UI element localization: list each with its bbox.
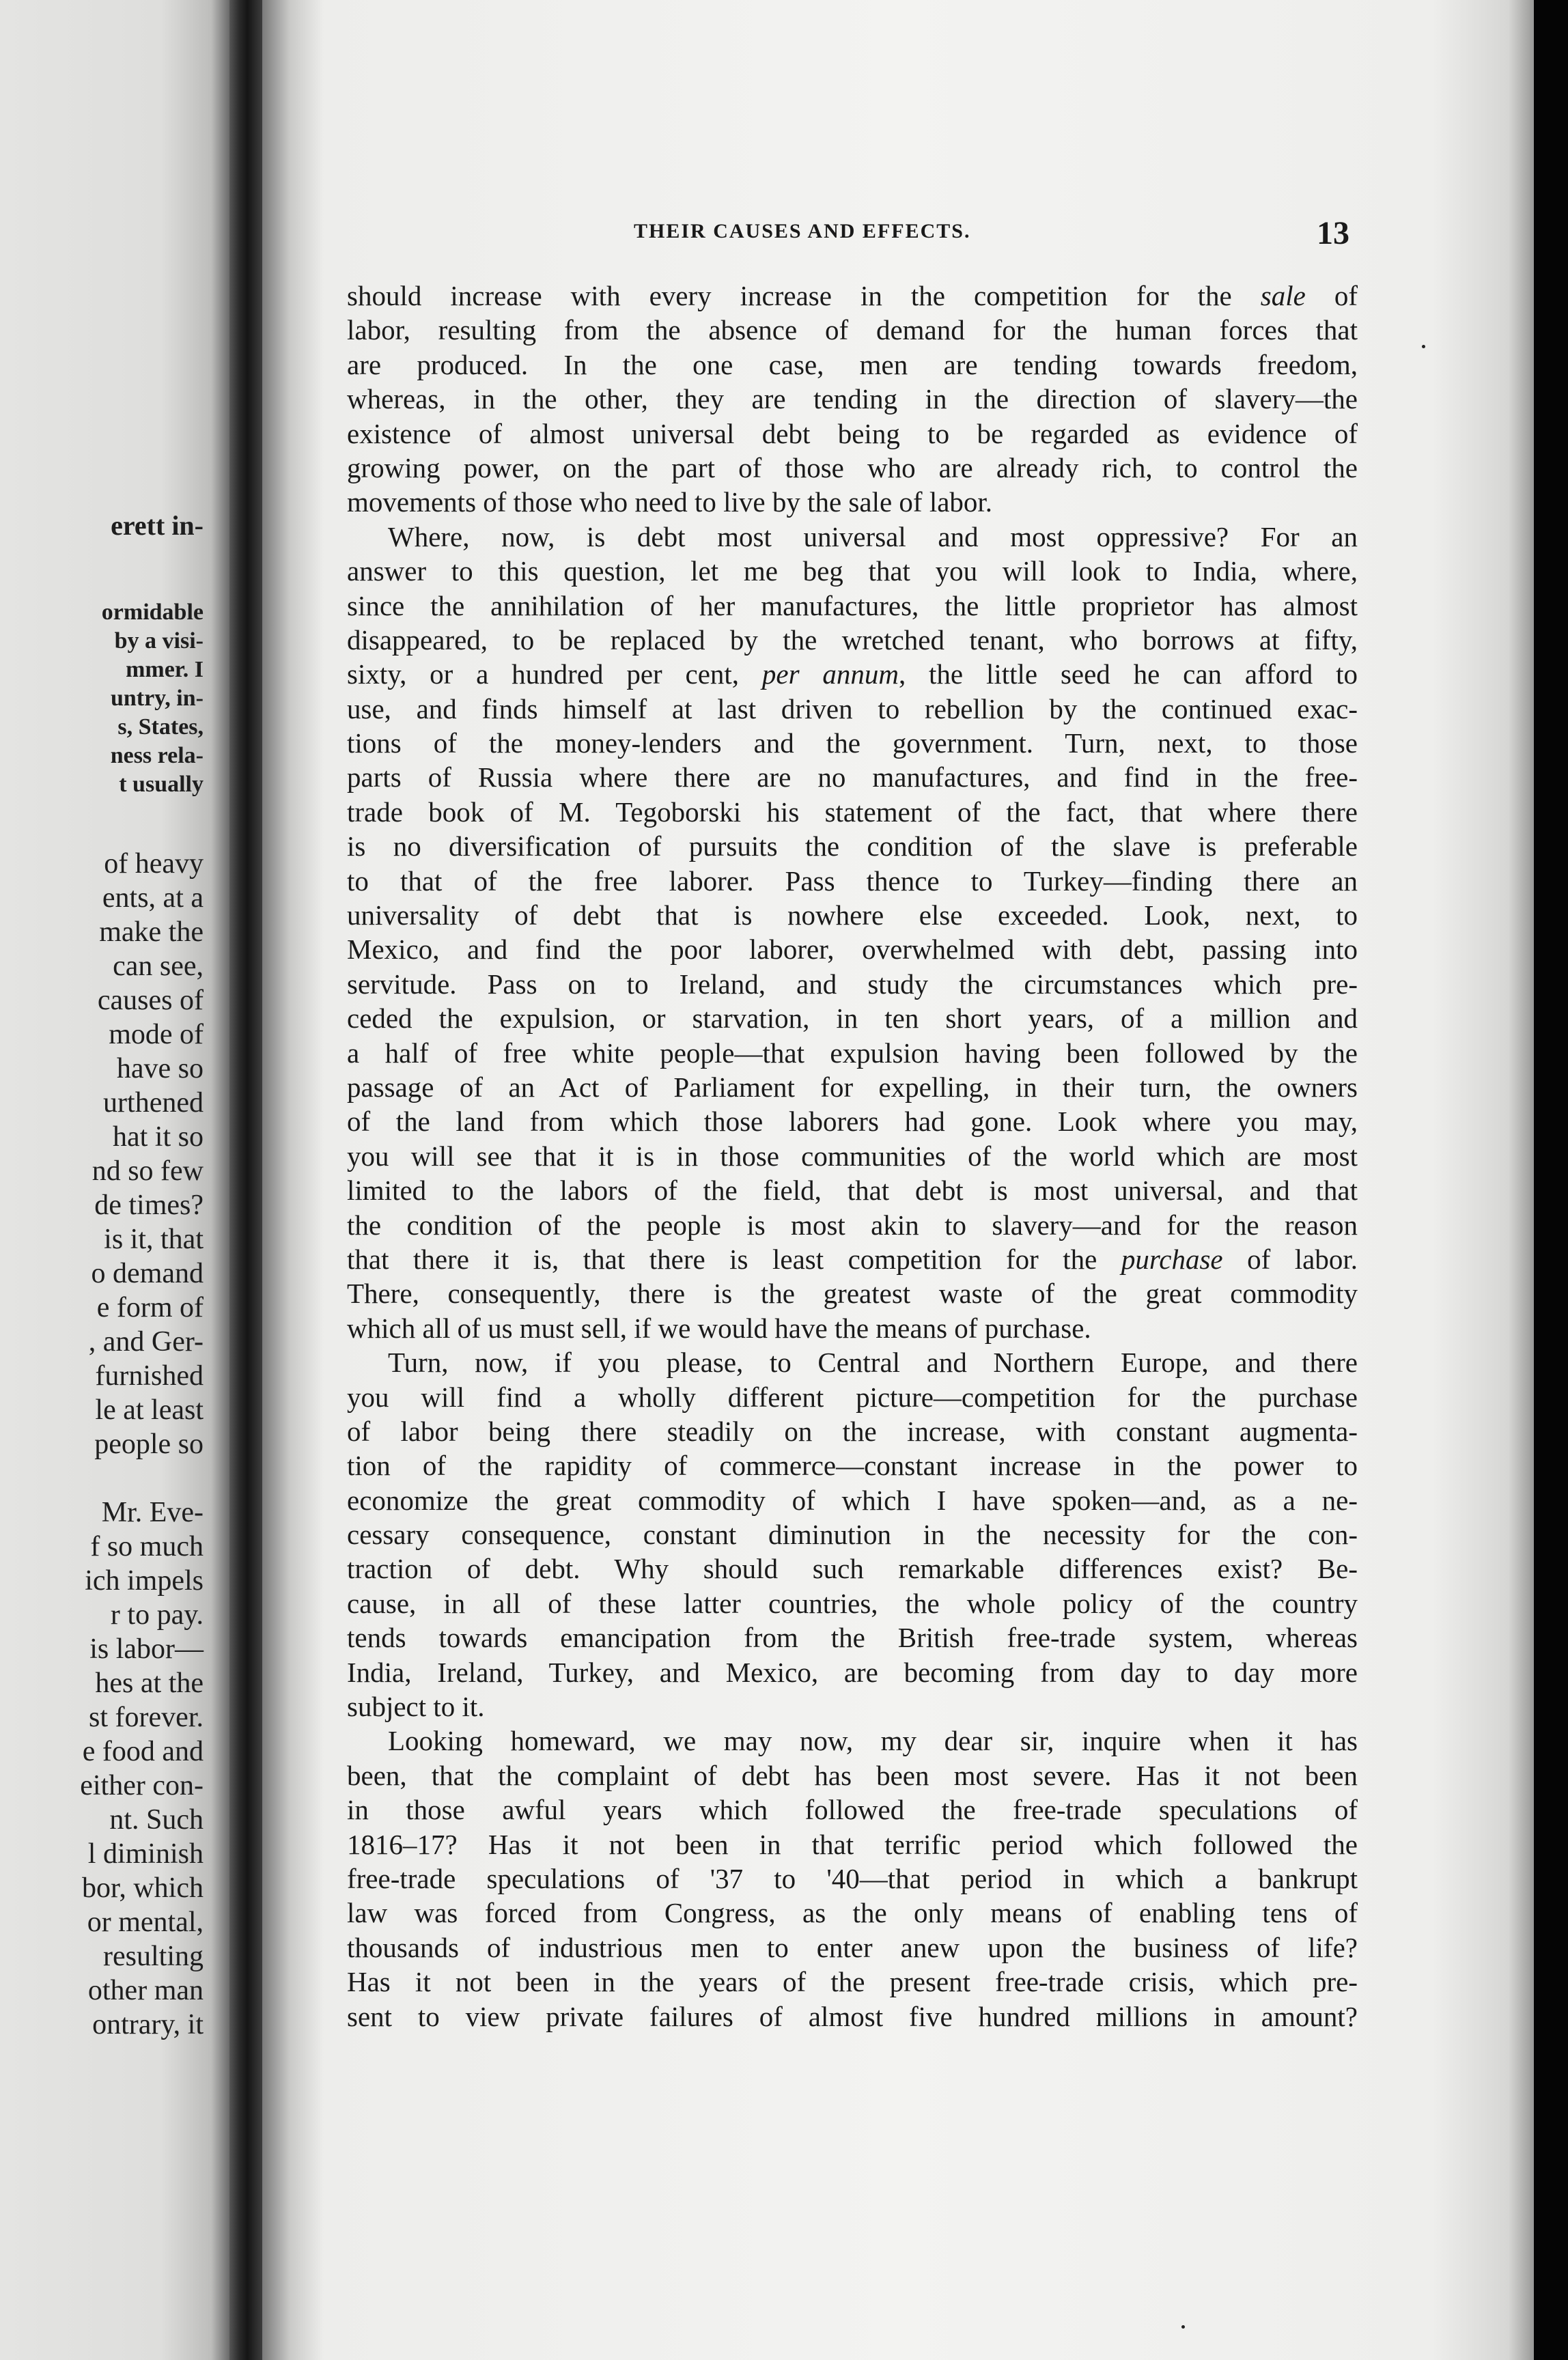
facing-page-line: hat it so [113, 1121, 204, 1153]
text-line: you will find a wholly different picture—competition for the purchase [347, 1381, 1358, 1413]
italic-term: per annum [761, 658, 899, 690]
text-line: answer to this question, let me beg that you will look to India, where, [347, 555, 1358, 587]
text-line: parts of Russia where there are no manufactures, and find in the free- [347, 761, 1358, 793]
facing-page-line: either con- [80, 1770, 204, 1801]
facing-page-line: s, States, [117, 714, 204, 740]
book-gutter [229, 0, 262, 2360]
facing-page-line: ich impels [85, 1565, 204, 1597]
facing-page-line: Mr. Eve- [101, 1497, 204, 1528]
text-line: 1816–17? Has it not been in that terrific period which followed the [347, 1828, 1358, 1860]
text-line: tends towards emancipation from the British free-trade system, whereas [347, 1622, 1358, 1654]
facing-page-line: other man [87, 1975, 204, 2006]
body-text [347, 279, 1358, 2034]
facing-page-line: make the [99, 916, 204, 948]
header-title: THEIR CAUSES AND EFFECTS. [634, 220, 971, 242]
italic-term: purchase [1121, 1243, 1223, 1275]
text-line: which all of us must sell, if we would have the means of purchase. [347, 1312, 1091, 1344]
facing-page-line: le at least [95, 1394, 204, 1426]
facing-page-line: is it, that [104, 1224, 204, 1255]
facing-page-line: erett in- [111, 510, 204, 541]
facing-page-line: people so [94, 1429, 204, 1460]
text-line: sent to view private failures of almost five hundred millions in amount? [347, 2000, 1358, 2032]
text-line: cause, in all of these latter countries, the whole policy of the country [347, 1587, 1358, 1619]
text-line: limited to the labors of the field, that debt is most universal, and that [347, 1175, 1358, 1207]
text-line: Where, now, is debt most universal and most oppressive? For an [388, 520, 1358, 552]
facing-page-line: of heavy [104, 848, 204, 880]
facing-page-line: or mental, [87, 1907, 204, 1938]
facing-page-line: by a visi- [114, 628, 204, 654]
facing-page-line: have so [116, 1053, 204, 1084]
text-line: cessary consequence, constant diminution in the necessity for the con- [347, 1519, 1358, 1551]
text-line: disappeared, to be replaced by the wretched tenant, who borrows at fifty, [347, 623, 1358, 656]
facing-page-line: bor, which [82, 1872, 204, 1904]
text-line: law was forced from Congress, as the only means of enabling tens of [347, 1897, 1358, 1929]
text-line: trade book of M. Tegoborski his statement of the fact, that where there [347, 796, 1358, 828]
text-line: economize the great commodity of which I have spoken—and, as a ne- [347, 1484, 1358, 1516]
text-line: ceded the expulsion, or starvation, in ten short years, of a million and [347, 1002, 1358, 1035]
facing-page-line: causes of [97, 985, 204, 1016]
text-line: in those awful years which followed the free-trade speculations of [347, 1794, 1358, 1826]
text-line: There, consequently, there is the greatest waste of the great commodity [347, 1278, 1358, 1310]
text-line: movements of those who need to live by the sale of labor. [347, 486, 993, 518]
text-line: since the annihilation of her manufactures, the little proprietor has almost [347, 589, 1358, 621]
facing-page-line: hes at the [95, 1668, 204, 1699]
text-line: passage of an Act of Parliament for expelling, in their turn, the owners [347, 1071, 1358, 1103]
text-line: existence of almost universal debt being to be regarded as evidence of [347, 417, 1358, 449]
text-line: tions of the money-lenders and the government. Turn, next, to those [347, 727, 1358, 759]
text-line: servitude. Pass on to Ireland, and study the circumstances which pre- [347, 968, 1358, 1000]
facing-page-line: furnished [95, 1360, 204, 1392]
text-line: traction of debt. Why should such remarkable differences exist? Be- [347, 1553, 1358, 1585]
facing-page-line: mode of [109, 1019, 204, 1050]
text-line: Looking homeward, we may now, my dear sir, inquire when it has [388, 1725, 1358, 1757]
text-line: subject to it. [347, 1691, 485, 1723]
facing-page-line: f so much [90, 1531, 204, 1562]
facing-page-line: de times? [94, 1190, 204, 1221]
text-line: universality of debt that is nowhere else exceeded. Look, next, to [347, 899, 1358, 931]
text-line: free-trade speculations of '37 to '40—that period in which a bankrupt [347, 1862, 1358, 1894]
facing-page-edge [0, 0, 229, 2360]
page-border [1534, 0, 1568, 2360]
italic-term: sale [1260, 280, 1306, 311]
facing-page-line: can see, [113, 951, 204, 982]
facing-page-line: st forever. [89, 1702, 204, 1733]
page-number: 13 [1317, 215, 1349, 251]
facing-page-line: , and Ger- [88, 1326, 204, 1358]
page-speck [1422, 345, 1425, 348]
text-line: are produced. In the one case, men are tending towards freedom, [347, 348, 1358, 380]
facing-page-line: nt. Such [109, 1804, 204, 1836]
text-line: should increase with every increase in the competition for the sale of [347, 280, 1358, 311]
running-header [374, 215, 1371, 254]
text-line: of the land from which those laborers had gone. Look where you may, [347, 1106, 1358, 1138]
text-line: tion of the rapidity of commerce—constant increase in the power to [347, 1450, 1358, 1482]
facing-page-line: e food and [82, 1736, 204, 1767]
text-line: sixty, or a hundred per cent, per annum, the little seed he can afford to [347, 658, 1358, 690]
text-line: India, Ireland, Turkey, and Mexico, are becoming from day to day more [347, 1656, 1358, 1688]
text-line: use, and finds himself at last driven to rebellion by the continued exac- [347, 692, 1358, 725]
text-line: labor, resulting from the absence of demand for the human forces that [347, 314, 1358, 346]
text-line: growing power, on the part of those who are already rich, to control the [347, 451, 1358, 483]
text-line: the condition of the people is most akin to slavery—and for the reason [347, 1209, 1358, 1241]
text-line: a half of free white people—that expulsion having been followed by the [347, 1037, 1358, 1069]
text-line: you will see that it is in those communities of the world which are most [347, 1140, 1358, 1172]
facing-page-line: ness rela- [110, 743, 204, 768]
facing-page-line: ontrary, it [92, 2009, 204, 2040]
text-line: of labor being there steadily on the increase, with constant augmenta- [347, 1415, 1358, 1447]
text-line: whereas, in the other, they are tending in the direction of slavery—the [347, 383, 1358, 415]
facing-page-line: untry, in- [110, 686, 204, 711]
text-line: Mexico, and find the poor laborer, overwhelmed with debt, passing into [347, 933, 1358, 966]
text-line: is no diversification of pursuits the condition of the slave is preferable [347, 830, 1358, 862]
text-line: been, that the complaint of debt has been most severe. Has it not been [347, 1759, 1358, 1791]
text-line: to that of the free laborer. Pass thence to Turkey—finding there an [347, 865, 1358, 897]
facing-page-line: t usually [119, 772, 204, 797]
text-line: thousands of industrious men to enter anew upon the business of life? [347, 1931, 1358, 1963]
text-line: Turn, now, if you please, to Central and Northern Europe, and there [388, 1347, 1358, 1379]
facing-page-line: is labor— [89, 1633, 204, 1665]
facing-page-line: ents, at a [102, 882, 204, 914]
text-line: that there it is, that there is least competition for the purchase of labor. [347, 1243, 1358, 1275]
page-speck [1181, 2325, 1185, 2329]
facing-page-line: ormidable [101, 600, 204, 625]
facing-page-line: r to pay. [110, 1599, 204, 1631]
facing-page-line: mmer. I [126, 657, 204, 682]
facing-page-line: resulting [103, 1941, 204, 1972]
facing-page-line: nd so few [92, 1155, 204, 1187]
facing-page-line: urthened [103, 1087, 204, 1119]
text-line: Has it not been in the years of the present free-trade crisis, which pre- [347, 1966, 1358, 1998]
facing-page-line: o demand [91, 1258, 204, 1289]
facing-page-line: e form of [96, 1292, 204, 1323]
facing-page-line: l diminish [87, 1838, 204, 1870]
